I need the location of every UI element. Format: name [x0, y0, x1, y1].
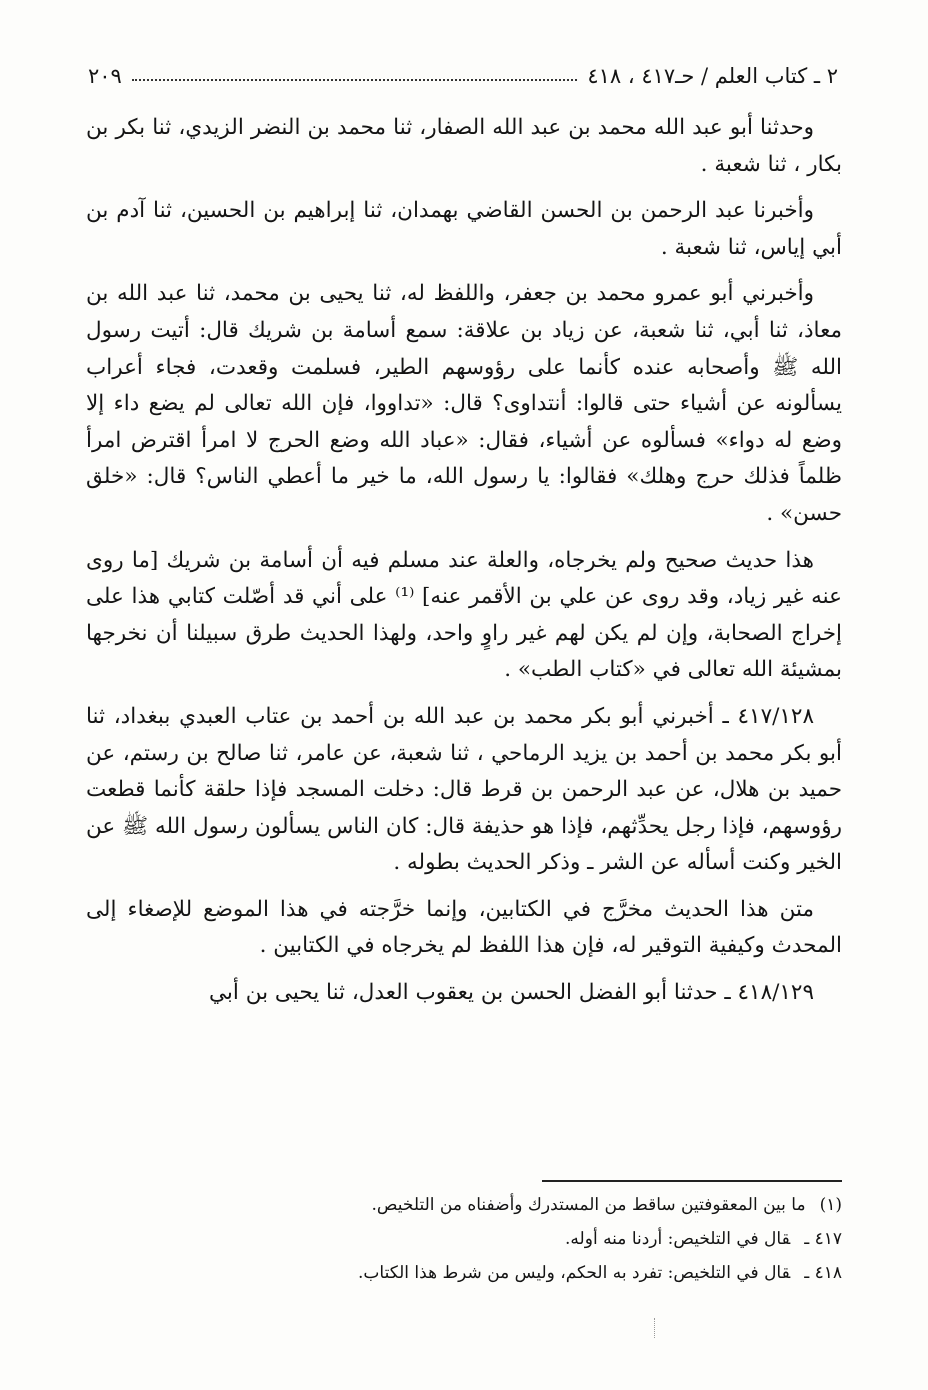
- footnote-marker: ٤١٨ ـ: [804, 1263, 842, 1283]
- paragraph-commentary-417: متن هذا الحديث مخرَّج في الكتابين، وإنما خرَّجته في هذا الموضع للإصغاء إلى المحدث وكيفية التوقير له، فإن هذا اللفظ لم يخرجاه في الكتابين .: [86, 896, 842, 959]
- footnote-marker: (١): [819, 1195, 842, 1215]
- footnote-divider: [542, 1180, 842, 1182]
- footnotes: [86, 1188, 842, 1290]
- paragraph-hadith-text: وأخبرني أبو عمرو محمد بن جعفر، واللفظ له، ثنا يحيى بن محمد، ثنا عبد الله بن معاذ، ثنا أبي، ثنا شعبة، عن زياد بن علاقة: سمع أسامة بن شريك قال: أتيت رسول الله ﷺ وأصحابه عنده كأنما على رؤوسهم الطير، فسلمت وقعدت، فجاء أعراب يسألونه عن أشياء حتى قالوا: أنتداوى؟ قال: «تداووا، فإن الله تعالى لم يضع داء إلا وضع له دواء» فسألوه عن أشياء، فقال: «عباد الله وضع الحرج لا امرأ اقترض امرأ ظلماً فذلك حرج وهلك» فقالوا: يا رسول الله، ما خير ما أعطي الناس؟ قال: «خلق حسن» .: [86, 281, 842, 526]
- scan-artifact: [654, 1318, 661, 1338]
- paragraph-hadith-417: ٤١٧/١٢٨ ـ أخبرني أبو بكر محمد بن عبد الله بن أحمد بن عتاب العبدي ببغداد، ثنا أبو بكر محمد بن أحمد بن يزيد الرماحي ، ثنا شعبة، عن عامر، ثنا صالح بن رستم، عن حميد بن هلال، عن عبد الرحمن بن قرط قال: دخلت المسجد فإذا حلقة كأنما قطعت رؤوسهم، فإذا رجل يحدِّثهم، فإذا هو حذيفة قال: كان الناس يسألون رسول الله ﷺ عن الخير وكنت أسأله عن الشر ـ وذكر الحديث بطوله .: [86, 703, 842, 876]
- page-number: ٢٠٩: [88, 64, 122, 88]
- footnote-text: قال في التلخيص: أردنا منه أوله.: [565, 1229, 791, 1249]
- paragraph-hadith-418: ٤١٨/١٢٩ ـ حدثنا أبو الفضل الحسن بن يعقوب العدل، ثنا يحيى بن أبي: [209, 980, 814, 1006]
- paragraph-isnad-2: وأخبرنا عبد الرحمن بن الحسن القاضي بهمدان، ثنا إبراهيم بن الحسين، ثنا آدم بن أبي إياس، ثنا شعبة .: [86, 198, 842, 260]
- footnote-item: [86, 1222, 842, 1256]
- dotted-leader: [132, 79, 578, 81]
- footnote-marker: ٤١٧ ـ: [804, 1229, 842, 1249]
- footnote-item: [86, 1256, 842, 1290]
- footnote-text: ما بين المعقوفتين ساقط من المستدرك وأضفناه من التلخيص.: [371, 1195, 806, 1215]
- running-header: [88, 58, 838, 94]
- footnote-text: قال في التلخيص: تفرد به الحكم، وليس من شرط هذا الكتاب.: [358, 1263, 791, 1283]
- paragraph-isnad-1: وحدثنا أبو عبد الله محمد بن عبد الله الصفار، ثنا محمد بن النضر الزيدي، ثنا بكر بن بكار ، ثنا شعبة .: [86, 115, 842, 177]
- running-title: ٢ ـ كتاب العلم / حـ٤١٧ ، ٤١٨: [587, 64, 838, 88]
- main-text: [86, 110, 842, 1022]
- paragraph-commentary: هذا حديث صحيح ولم يخرجاه، والعلة عند مسلم فيه أن أسامة بن شريك [ما روى عنه غير زياد، وقد روى عن علي بن الأقمر عنه] ⁽¹⁾ على أني قد أصّلت كتابي هذا على إخراج الصحابة، وإن لم يكن لهم غير راوٍ واحد، ولهذا الحديث طرق سبيلنا أن نخرجها بمشيئة الله تعالى في «كتاب الطب» .: [86, 547, 843, 683]
- footnote-item: [86, 1188, 842, 1222]
